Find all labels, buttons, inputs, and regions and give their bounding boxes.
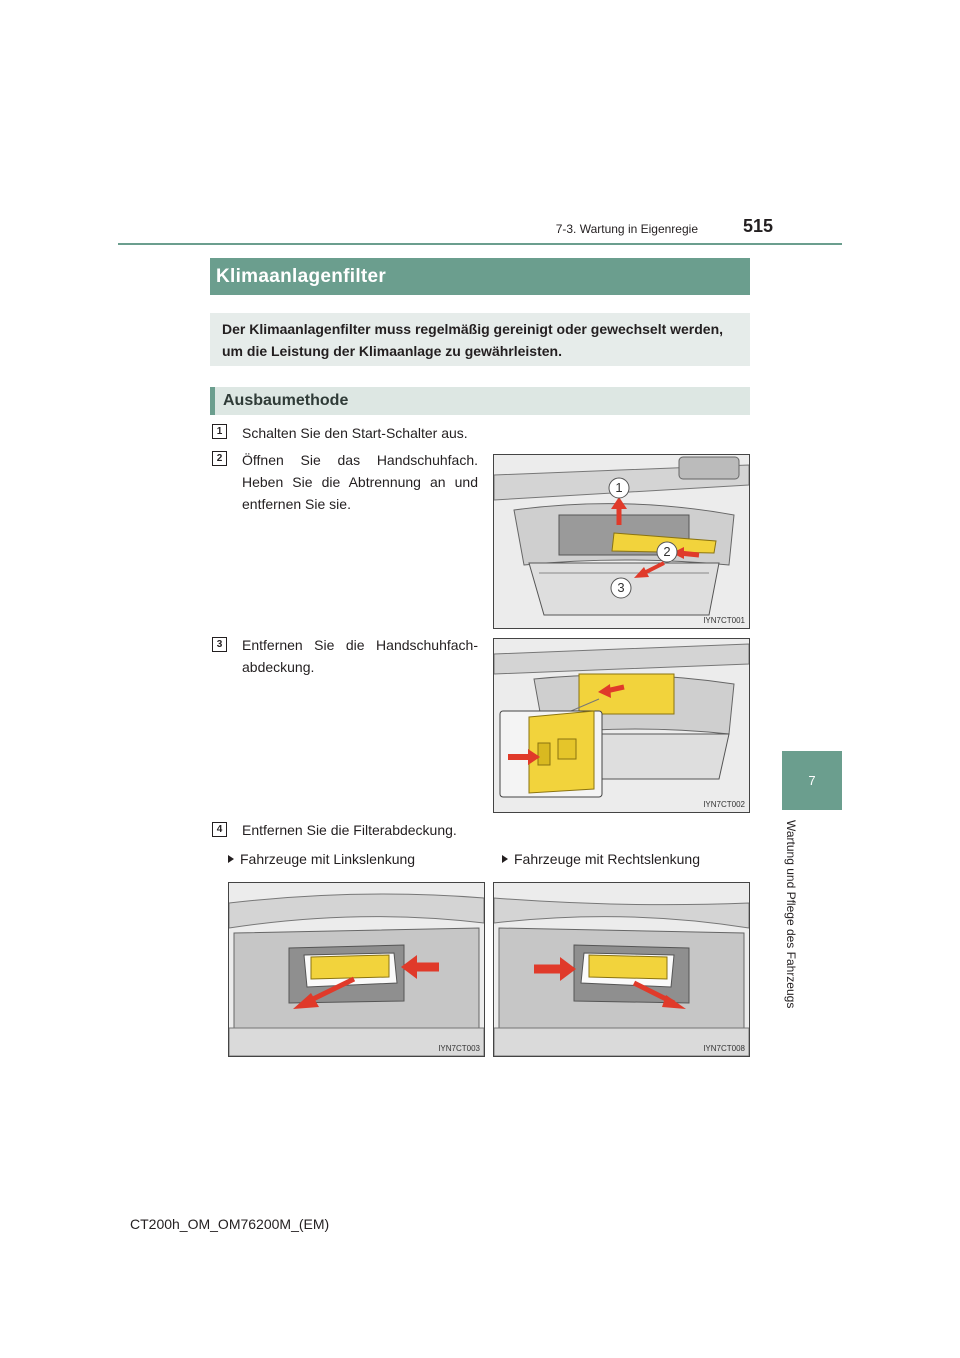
step-number-4: 4 (212, 822, 227, 837)
triangle-bullet-icon (502, 855, 508, 863)
step-3-line-2: abdeckung. (242, 659, 315, 675)
page-title: Klimaanlagenfilter (210, 258, 750, 295)
step-number-2: 2 (212, 451, 227, 466)
step-2-line-3: entfernen Sie sie. (242, 496, 351, 512)
image-code-3: IYN7CT003 (438, 1044, 480, 1053)
bullet-right-hand-drive (502, 851, 700, 867)
glovebox-open-illustration (493, 454, 750, 629)
step-number-3: 3 (212, 637, 227, 652)
step-number-1: 1 (212, 424, 227, 439)
illustration-drawing-4 (494, 883, 749, 1056)
illustration-drawing-3 (229, 883, 484, 1056)
triangle-bullet-icon (228, 855, 234, 863)
callout-1: 1 (615, 480, 623, 495)
bullet-right-text: Fahrzeuge mit Rechtslenkung (514, 851, 700, 867)
filter-cover-rhd-illustration (493, 882, 750, 1057)
callout-3: 3 (617, 580, 625, 595)
image-code-4: IYN7CT008 (703, 1044, 745, 1053)
step-4-text: Entfernen Sie die Filterabdeckung. (242, 822, 457, 838)
bullet-left-hand-drive (228, 851, 415, 867)
callout-2: 2 (663, 544, 671, 559)
chapter-title-vertical (786, 820, 802, 1020)
chapter-tab (782, 751, 842, 810)
illustration-drawing-2 (494, 639, 749, 812)
step-1-text: Schalten Sie den Start-Schalter aus. (242, 425, 468, 441)
step-2-line-2: Heben Sie die Abtrennung an und (242, 474, 478, 490)
bullet-left-text: Fahrzeuge mit Linkslenkung (240, 851, 416, 867)
subheading: Ausbaumethode (210, 387, 750, 415)
glovebox-cover-illustration (493, 638, 750, 813)
step-3-line-1: Entfernen Sie die Handschuhfach- (242, 637, 478, 653)
step-2-line-1: Öffnen Sie das Handschuhfach. (242, 452, 478, 468)
image-code-2: IYN7CT002 (703, 800, 745, 809)
filter-cover-lhd-illustration (228, 882, 485, 1057)
document-code: CT200h_OM_OM76200M_(EM) (130, 1216, 330, 1232)
section-title: 7-3. Wartung in Eigenregie (555, 222, 698, 236)
chapter-number: 7 (808, 773, 816, 788)
page-number: 515 (742, 216, 773, 236)
header-rule (118, 243, 842, 245)
chapter-title: Wartung und Pflege des Fahrzeugs (784, 820, 798, 1009)
image-code-1: IYN7CT001 (703, 616, 745, 625)
illustration-drawing (494, 455, 749, 628)
intro-box: Der Klimaanlagenfilter muss regelmäßig gereinigt oder gewechselt werden, um die Leistung der Klimaanlage zu gewährleisten. (210, 313, 750, 366)
